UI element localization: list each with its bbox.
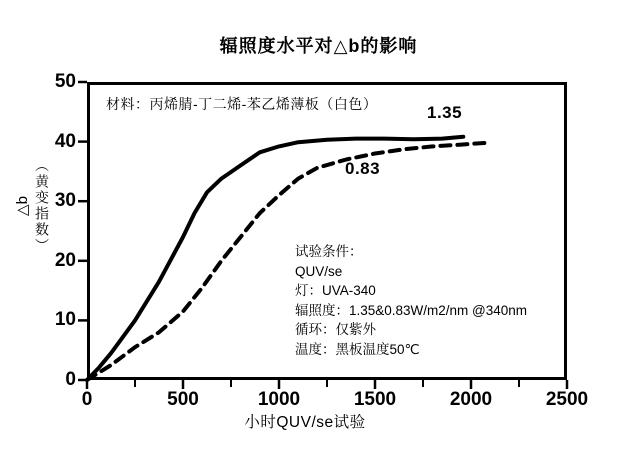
y-tick-label: 0: [65, 369, 76, 390]
x-axis-title: 小时QUV/se试验: [244, 414, 366, 431]
plot-area: [87, 82, 567, 380]
series-label-0.83: 0.83: [345, 159, 381, 178]
y-tick-label: 10: [54, 309, 76, 331]
y-tick-label: 40: [54, 130, 76, 152]
x-tick-label: 2500: [545, 389, 589, 410]
y-tick-label: 30: [54, 190, 76, 212]
y-tick-label: 50: [54, 71, 76, 92]
x-tick-label: 2000: [449, 389, 493, 410]
condition-line: 试验条件：: [295, 244, 363, 259]
condition-line: 循环：仅紫外: [295, 322, 376, 337]
test-conditions-block: [295, 242, 527, 359]
y-axis-label-delta-b: △b: [14, 196, 31, 216]
x-tick-label: 0: [81, 389, 93, 410]
condition-line: QUV/se: [295, 263, 343, 279]
y-tick-label: 20: [54, 249, 76, 271]
condition-line: 灯：UVA-340: [295, 283, 376, 298]
x-tick-label: 1500: [353, 389, 397, 410]
chart-title: 辐照度水平对△b的影响: [219, 36, 418, 56]
material-note: 材料：丙烯腈-丁二烯-苯乙烯薄板（白色）: [106, 96, 378, 112]
condition-line: 温度：黑板温度50℃: [295, 341, 420, 357]
series-label-1.35: 1.35: [427, 103, 463, 122]
condition-line: 辐照度：1.35&0.83W/m2/nm @340nm: [295, 302, 528, 318]
x-tick-label: 500: [167, 389, 199, 410]
y-axis-label-yellowing-index: （黄变指数）: [34, 158, 50, 254]
x-tick-label: 1000: [257, 389, 301, 410]
